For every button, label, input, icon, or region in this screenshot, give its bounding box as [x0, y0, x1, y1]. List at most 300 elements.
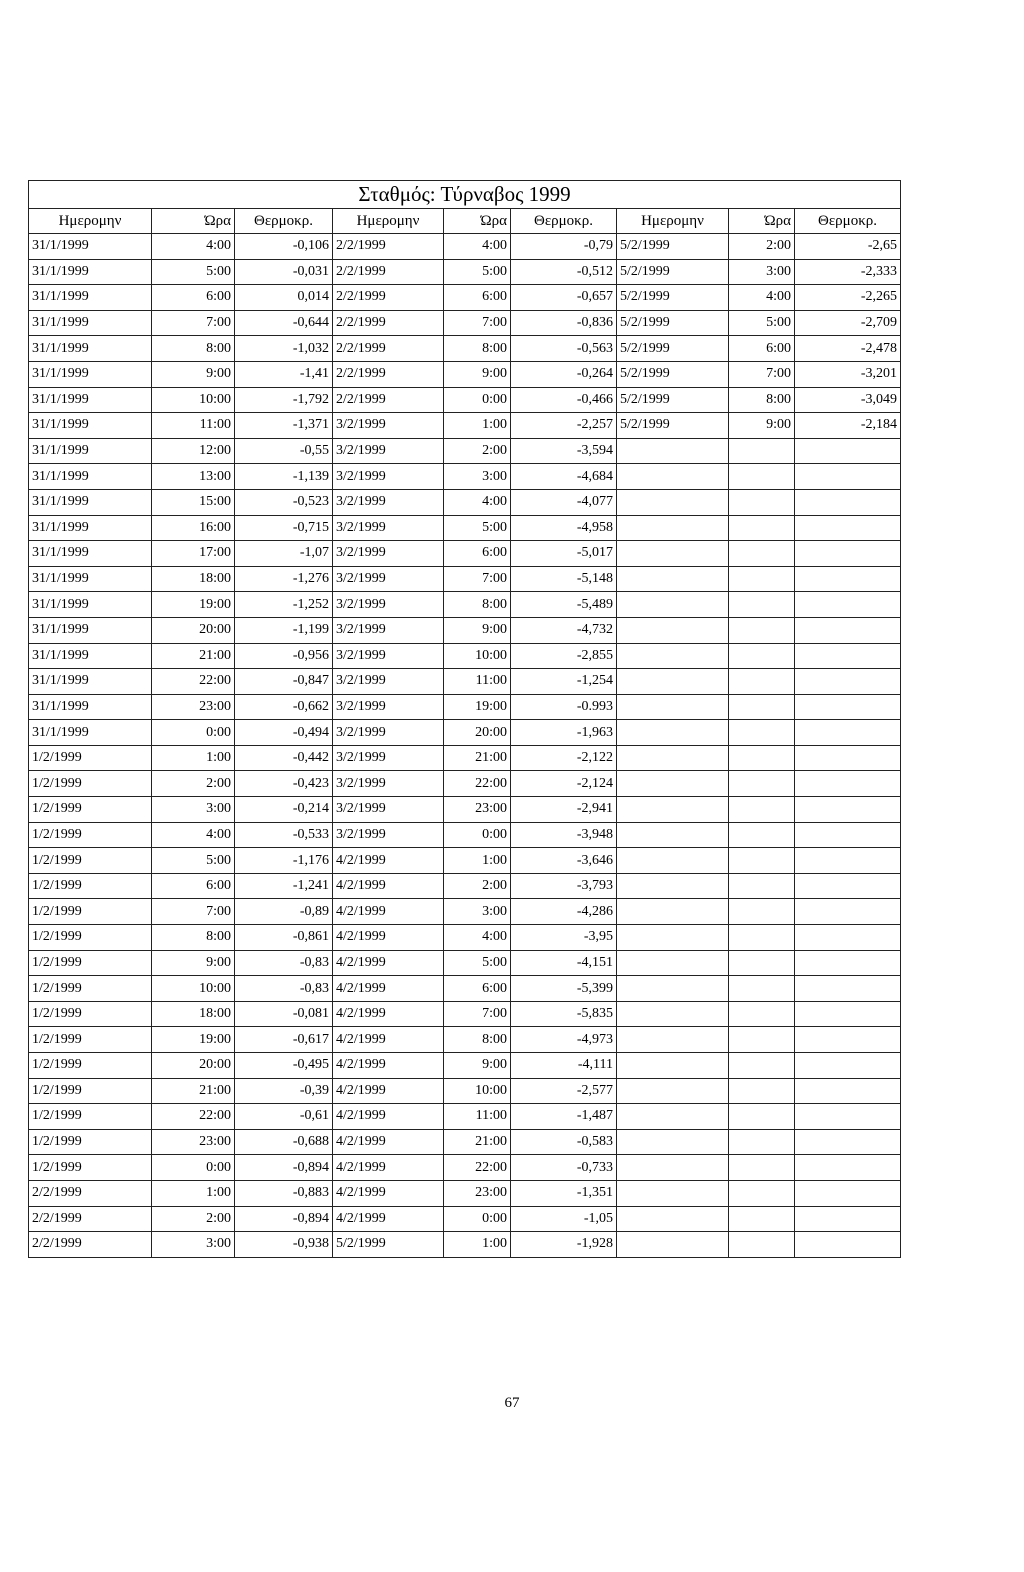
empty-cell — [729, 592, 795, 618]
date-cell: 4/2/1999 — [333, 1180, 444, 1206]
empty-cell — [729, 873, 795, 899]
hour-cell: 16:00 — [152, 515, 235, 541]
temp-cell: -2,855 — [511, 643, 617, 669]
temp-cell: -1,254 — [511, 669, 617, 695]
date-cell: 3/2/1999 — [333, 464, 444, 490]
hour-cell: 9:00 — [729, 413, 795, 439]
hour-cell: 2:00 — [152, 1206, 235, 1232]
temp-cell: -4,151 — [511, 950, 617, 976]
temp-cell: -0,847 — [235, 669, 333, 695]
hour-cell: 11:00 — [444, 669, 511, 695]
temp-cell: -5,017 — [511, 541, 617, 567]
empty-cell — [795, 643, 901, 669]
date-cell: 3/2/1999 — [333, 541, 444, 567]
temp-cell: -1,032 — [235, 336, 333, 362]
temp-cell: -1,351 — [511, 1180, 617, 1206]
temp-cell: -0,894 — [235, 1206, 333, 1232]
empty-cell — [795, 515, 901, 541]
date-cell: 31/1/1999 — [29, 464, 152, 490]
hour-cell: 0:00 — [152, 1155, 235, 1181]
temp-cell: -0,494 — [235, 720, 333, 746]
empty-cell — [729, 771, 795, 797]
hour-cell: 3:00 — [444, 464, 511, 490]
hour-cell: 0:00 — [444, 387, 511, 413]
hour-cell: 7:00 — [444, 1001, 511, 1027]
empty-cell — [617, 925, 729, 951]
hour-cell: 6:00 — [729, 336, 795, 362]
hour-cell: 8:00 — [152, 336, 235, 362]
date-cell: 31/1/1999 — [29, 285, 152, 311]
hour-cell: 8:00 — [444, 1027, 511, 1053]
empty-cell — [795, 771, 901, 797]
hour-cell: 5:00 — [152, 848, 235, 874]
empty-cell — [729, 643, 795, 669]
empty-cell — [729, 1001, 795, 1027]
hour-cell: 6:00 — [152, 873, 235, 899]
temp-cell: -5,835 — [511, 1001, 617, 1027]
hour-cell: 10:00 — [444, 643, 511, 669]
temp-cell: -0.993 — [511, 694, 617, 720]
temp-cell: -5,399 — [511, 976, 617, 1002]
empty-cell — [729, 694, 795, 720]
hour-cell: 3:00 — [152, 1232, 235, 1258]
date-cell: 5/2/1999 — [617, 336, 729, 362]
date-cell: 3/2/1999 — [333, 771, 444, 797]
temp-cell: -1,276 — [235, 566, 333, 592]
empty-cell — [795, 1104, 901, 1130]
date-cell: 2/2/1999 — [333, 259, 444, 285]
date-cell: 31/1/1999 — [29, 694, 152, 720]
date-cell: 1/2/1999 — [29, 925, 152, 951]
temp-cell: -2,709 — [795, 310, 901, 336]
date-cell: 3/2/1999 — [333, 694, 444, 720]
date-cell: 3/2/1999 — [333, 566, 444, 592]
date-cell: 1/2/1999 — [29, 771, 152, 797]
hour-cell: 3:00 — [152, 797, 235, 823]
temp-cell: -1,41 — [235, 361, 333, 387]
hour-cell: 17:00 — [152, 541, 235, 567]
temp-cell: -0,523 — [235, 489, 333, 515]
hour-cell: 10:00 — [152, 976, 235, 1002]
hour-cell: 5:00 — [729, 310, 795, 336]
date-cell: 1/2/1999 — [29, 950, 152, 976]
date-cell: 5/2/1999 — [617, 285, 729, 311]
empty-cell — [729, 464, 795, 490]
date-cell: 1/2/1999 — [29, 976, 152, 1002]
hour-cell: 9:00 — [444, 1053, 511, 1079]
title-row — [29, 181, 901, 209]
temp-cell: -2,122 — [511, 745, 617, 771]
empty-cell — [617, 720, 729, 746]
hour-cell: 1:00 — [444, 848, 511, 874]
date-cell: 4/2/1999 — [333, 1053, 444, 1079]
empty-cell — [617, 1180, 729, 1206]
table-row — [29, 489, 901, 515]
hour-cell: 4:00 — [729, 285, 795, 311]
empty-cell — [729, 566, 795, 592]
date-cell: 3/2/1999 — [333, 643, 444, 669]
hour-cell: 2:00 — [729, 234, 795, 260]
hour-cell: 22:00 — [444, 1155, 511, 1181]
empty-cell — [795, 566, 901, 592]
temp-cell: -1,371 — [235, 413, 333, 439]
empty-cell — [795, 464, 901, 490]
date-cell: 31/1/1999 — [29, 720, 152, 746]
date-cell: 1/2/1999 — [29, 873, 152, 899]
hour-cell: 21:00 — [444, 745, 511, 771]
date-cell: 3/2/1999 — [333, 669, 444, 695]
temp-cell: -2,478 — [795, 336, 901, 362]
empty-cell — [729, 822, 795, 848]
date-cell: 1/2/1999 — [29, 848, 152, 874]
date-cell: 31/1/1999 — [29, 438, 152, 464]
empty-cell — [729, 1206, 795, 1232]
hour-cell: 2:00 — [152, 771, 235, 797]
hour-cell: 19:00 — [152, 592, 235, 618]
date-cell: 3/2/1999 — [333, 745, 444, 771]
temp-cell: -0,662 — [235, 694, 333, 720]
table-row — [29, 694, 901, 720]
empty-cell — [617, 771, 729, 797]
empty-cell — [729, 541, 795, 567]
empty-cell — [795, 1232, 901, 1258]
temp-cell: -3,201 — [795, 361, 901, 387]
empty-cell — [617, 797, 729, 823]
temp-cell: -1,487 — [511, 1104, 617, 1130]
hour-cell: 21:00 — [152, 643, 235, 669]
empty-cell — [795, 822, 901, 848]
table-row — [29, 541, 901, 567]
empty-cell — [617, 1104, 729, 1130]
empty-cell — [729, 515, 795, 541]
empty-cell — [617, 745, 729, 771]
empty-cell — [617, 1206, 729, 1232]
empty-cell — [795, 925, 901, 951]
empty-cell — [617, 873, 729, 899]
table-row — [29, 336, 901, 362]
table-row — [29, 873, 901, 899]
hour-cell: 0:00 — [444, 1206, 511, 1232]
table-row — [29, 797, 901, 823]
hour-cell: 5:00 — [444, 950, 511, 976]
temp-cell: -0,466 — [511, 387, 617, 413]
date-cell: 3/2/1999 — [333, 413, 444, 439]
table-row — [29, 1232, 901, 1258]
col-header-temp-1: Θερμοκρ. — [235, 209, 333, 234]
temp-cell: -3,646 — [511, 848, 617, 874]
col-header-temp-2: Θερμοκρ. — [511, 209, 617, 234]
table-row — [29, 438, 901, 464]
table-row — [29, 899, 901, 925]
temp-cell: -2,65 — [795, 234, 901, 260]
hour-cell: 19:00 — [152, 1027, 235, 1053]
date-cell: 5/2/1999 — [617, 361, 729, 387]
date-cell: 4/2/1999 — [333, 899, 444, 925]
date-cell: 31/1/1999 — [29, 361, 152, 387]
temp-cell: -0,715 — [235, 515, 333, 541]
temperature-table — [28, 180, 901, 1258]
date-cell: 3/2/1999 — [333, 822, 444, 848]
hour-cell: 10:00 — [444, 1078, 511, 1104]
empty-cell — [617, 566, 729, 592]
date-cell: 4/2/1999 — [333, 1129, 444, 1155]
table-row — [29, 259, 901, 285]
table-row — [29, 669, 901, 695]
empty-cell — [795, 1001, 901, 1027]
temp-cell: -1,792 — [235, 387, 333, 413]
temp-cell: -2,257 — [511, 413, 617, 439]
date-cell: 4/2/1999 — [333, 1155, 444, 1181]
temp-cell: -4,684 — [511, 464, 617, 490]
empty-cell — [617, 899, 729, 925]
date-cell: 2/2/1999 — [333, 361, 444, 387]
temp-cell: -1,252 — [235, 592, 333, 618]
table-row — [29, 1027, 901, 1053]
temp-cell: 0,014 — [235, 285, 333, 311]
hour-cell: 7:00 — [444, 310, 511, 336]
empty-cell — [617, 541, 729, 567]
hour-cell: 15:00 — [152, 489, 235, 515]
empty-cell — [729, 438, 795, 464]
date-cell: 31/1/1999 — [29, 515, 152, 541]
col-header-date-3: Ημερομην — [617, 209, 729, 234]
temp-cell: -0,883 — [235, 1180, 333, 1206]
temp-cell: -1,963 — [511, 720, 617, 746]
temp-cell: -4,111 — [511, 1053, 617, 1079]
date-cell: 3/2/1999 — [333, 720, 444, 746]
temp-cell: -0,956 — [235, 643, 333, 669]
temp-cell: -4,286 — [511, 899, 617, 925]
empty-cell — [729, 1155, 795, 1181]
hour-cell: 23:00 — [444, 1180, 511, 1206]
temp-cell: -1,07 — [235, 541, 333, 567]
date-cell: 2/2/1999 — [333, 336, 444, 362]
page-number: 67 — [504, 1395, 520, 1411]
empty-cell — [617, 669, 729, 695]
date-cell: 1/2/1999 — [29, 1053, 152, 1079]
empty-cell — [729, 925, 795, 951]
temp-cell: -1,176 — [235, 848, 333, 874]
temp-cell: -0,79 — [511, 234, 617, 260]
table-row — [29, 1155, 901, 1181]
empty-cell — [729, 1053, 795, 1079]
temp-cell: -0,563 — [511, 336, 617, 362]
date-cell: 31/1/1999 — [29, 489, 152, 515]
table-row — [29, 1078, 901, 1104]
temp-cell: -0,512 — [511, 259, 617, 285]
col-header-hour-2: Ώρα — [444, 209, 511, 234]
date-cell: 31/1/1999 — [29, 541, 152, 567]
temp-cell: -1,241 — [235, 873, 333, 899]
temp-cell: -3,793 — [511, 873, 617, 899]
empty-cell — [795, 438, 901, 464]
empty-cell — [795, 745, 901, 771]
hour-cell: 23:00 — [152, 1129, 235, 1155]
date-cell: 5/2/1999 — [333, 1232, 444, 1258]
hour-cell: 8:00 — [444, 336, 511, 362]
date-cell: 3/2/1999 — [333, 797, 444, 823]
hour-cell: 18:00 — [152, 566, 235, 592]
empty-cell — [617, 592, 729, 618]
table-row — [29, 925, 901, 951]
hour-cell: 2:00 — [444, 873, 511, 899]
temp-cell: -2,577 — [511, 1078, 617, 1104]
hour-cell: 0:00 — [444, 822, 511, 848]
col-header-date-1: Ημερομην — [29, 209, 152, 234]
empty-cell — [617, 694, 729, 720]
hour-cell: 5:00 — [152, 259, 235, 285]
hour-cell: 9:00 — [152, 361, 235, 387]
date-cell: 5/2/1999 — [617, 387, 729, 413]
table-row — [29, 387, 901, 413]
temp-cell: -0,423 — [235, 771, 333, 797]
temp-cell: -3,948 — [511, 822, 617, 848]
empty-cell — [795, 899, 901, 925]
temp-cell: -4,973 — [511, 1027, 617, 1053]
empty-cell — [795, 669, 901, 695]
date-cell: 31/1/1999 — [29, 259, 152, 285]
table-row — [29, 234, 901, 260]
table-row — [29, 1001, 901, 1027]
empty-cell — [795, 873, 901, 899]
temp-cell: -0,583 — [511, 1129, 617, 1155]
hour-cell: 22:00 — [152, 669, 235, 695]
empty-cell — [795, 617, 901, 643]
empty-cell — [729, 899, 795, 925]
date-cell: 3/2/1999 — [333, 489, 444, 515]
hour-cell: 18:00 — [152, 1001, 235, 1027]
temp-cell: -0,688 — [235, 1129, 333, 1155]
empty-cell — [795, 1155, 901, 1181]
date-cell: 1/2/1999 — [29, 822, 152, 848]
date-cell: 31/1/1999 — [29, 617, 152, 643]
hour-cell: 7:00 — [152, 899, 235, 925]
empty-cell — [795, 694, 901, 720]
table-row — [29, 592, 901, 618]
table-row — [29, 285, 901, 311]
table-row — [29, 566, 901, 592]
temp-cell: -4,958 — [511, 515, 617, 541]
table-row — [29, 950, 901, 976]
hour-cell: 13:00 — [152, 464, 235, 490]
date-cell: 2/2/1999 — [29, 1180, 152, 1206]
date-cell: 31/1/1999 — [29, 669, 152, 695]
date-cell: 2/2/1999 — [29, 1232, 152, 1258]
empty-cell — [729, 848, 795, 874]
temp-cell: -0,081 — [235, 1001, 333, 1027]
temp-cell: -0,83 — [235, 976, 333, 1002]
table-row — [29, 643, 901, 669]
empty-cell — [729, 1078, 795, 1104]
empty-cell — [729, 745, 795, 771]
hour-cell: 9:00 — [152, 950, 235, 976]
date-cell: 5/2/1999 — [617, 234, 729, 260]
date-cell: 4/2/1999 — [333, 1206, 444, 1232]
empty-cell — [617, 976, 729, 1002]
empty-cell — [795, 541, 901, 567]
hour-cell: 1:00 — [152, 745, 235, 771]
table-row — [29, 310, 901, 336]
empty-cell — [617, 489, 729, 515]
temp-cell: -5,148 — [511, 566, 617, 592]
col-header-hour-3: Ώρα — [729, 209, 795, 234]
hour-cell: 8:00 — [729, 387, 795, 413]
date-cell: 1/2/1999 — [29, 1078, 152, 1104]
temp-cell: -2,124 — [511, 771, 617, 797]
empty-cell — [617, 1078, 729, 1104]
temp-cell: -4,732 — [511, 617, 617, 643]
hour-cell: 12:00 — [152, 438, 235, 464]
empty-cell — [617, 1053, 729, 1079]
hour-cell: 5:00 — [444, 259, 511, 285]
empty-cell — [795, 489, 901, 515]
empty-cell — [795, 848, 901, 874]
table-row — [29, 1129, 901, 1155]
date-cell: 1/2/1999 — [29, 745, 152, 771]
empty-cell — [729, 797, 795, 823]
empty-cell — [617, 1155, 729, 1181]
date-cell: 5/2/1999 — [617, 413, 729, 439]
date-cell: 2/2/1999 — [333, 310, 444, 336]
table-row — [29, 361, 901, 387]
table-row — [29, 464, 901, 490]
empty-cell — [617, 1232, 729, 1258]
date-cell: 1/2/1999 — [29, 1001, 152, 1027]
table-row — [29, 822, 901, 848]
hour-cell: 10:00 — [152, 387, 235, 413]
hour-cell: 6:00 — [444, 285, 511, 311]
table-row — [29, 848, 901, 874]
hour-cell: 19:00 — [444, 694, 511, 720]
table-row — [29, 720, 901, 746]
hour-cell: 22:00 — [152, 1104, 235, 1130]
temp-cell: -0,61 — [235, 1104, 333, 1130]
temp-cell: -0,264 — [511, 361, 617, 387]
date-cell: 2/2/1999 — [333, 387, 444, 413]
hour-cell: 9:00 — [444, 617, 511, 643]
empty-cell — [729, 1129, 795, 1155]
hour-cell: 0:00 — [152, 720, 235, 746]
temp-cell: -3,049 — [795, 387, 901, 413]
empty-cell — [617, 464, 729, 490]
hour-cell: 11:00 — [444, 1104, 511, 1130]
hour-cell: 8:00 — [444, 592, 511, 618]
temp-cell: -5,489 — [511, 592, 617, 618]
date-cell: 3/2/1999 — [333, 592, 444, 618]
table-row — [29, 771, 901, 797]
empty-cell — [795, 1129, 901, 1155]
hour-cell: 4:00 — [444, 925, 511, 951]
hour-cell: 23:00 — [152, 694, 235, 720]
table-row — [29, 745, 901, 771]
hour-cell: 6:00 — [444, 541, 511, 567]
empty-cell — [795, 950, 901, 976]
header-row — [29, 209, 901, 234]
date-cell: 2/2/1999 — [333, 234, 444, 260]
hour-cell: 2:00 — [444, 438, 511, 464]
hour-cell: 21:00 — [444, 1129, 511, 1155]
date-cell: 1/2/1999 — [29, 899, 152, 925]
table-row — [29, 515, 901, 541]
empty-cell — [795, 1206, 901, 1232]
date-cell: 4/2/1999 — [333, 848, 444, 874]
date-cell: 4/2/1999 — [333, 976, 444, 1002]
empty-cell — [617, 1001, 729, 1027]
hour-cell: 8:00 — [152, 925, 235, 951]
hour-cell: 3:00 — [444, 899, 511, 925]
empty-cell — [729, 976, 795, 1002]
hour-cell: 23:00 — [444, 797, 511, 823]
